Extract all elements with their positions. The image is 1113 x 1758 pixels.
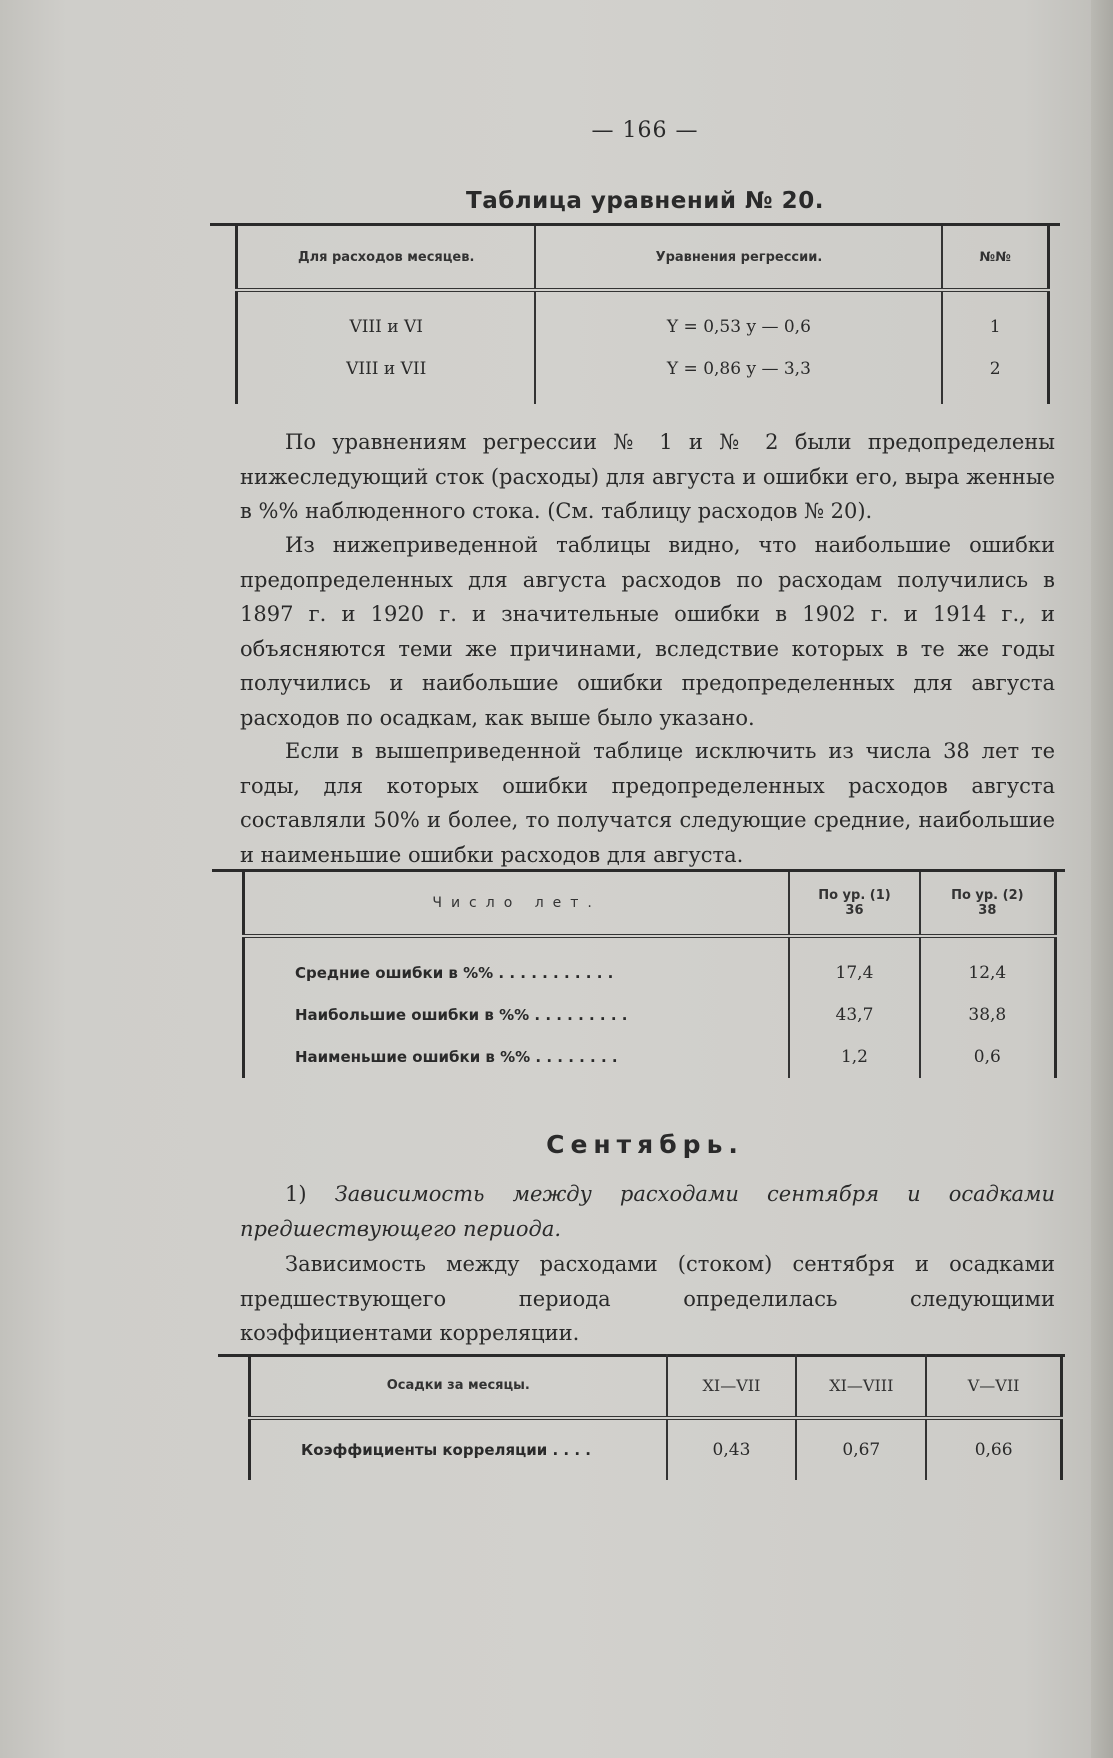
header-xi-vii: XI—VII	[667, 1354, 797, 1418]
value-eq1: 1,2	[789, 1036, 919, 1078]
number-cell: 2	[942, 348, 1048, 390]
value-eq2: 38,8	[920, 994, 1056, 1036]
equation-cell: Y = 0,53 y — 0,6	[535, 306, 942, 348]
header-precipitation: Осадки за месяцы.	[250, 1354, 667, 1418]
table-row	[237, 306, 1049, 348]
value-eq1: 43,7	[789, 994, 919, 1036]
section-heading: Сентябрь.	[546, 1130, 744, 1159]
subheading	[240, 1177, 1055, 1246]
corr-value: 0,67	[796, 1418, 926, 1480]
subheading-number: 1)	[285, 1182, 307, 1206]
paragraph-exclusion: Если в вышеприведенной таблице исключить из числа 38 лет те годы, для которых ошибки предопределенных расходов августа составляли 50% и более, то получатся следующие средние, наибольшие и наименьшие ошибки расходов для августа.	[240, 739, 1055, 867]
errors-table	[242, 872, 1057, 1078]
header-eq2	[920, 872, 1056, 936]
header-years: Число лет.	[244, 872, 790, 936]
book-spine	[1091, 0, 1113, 1758]
corr-value: 0,66	[926, 1418, 1061, 1480]
regression-equations-table	[235, 226, 1050, 404]
row-label: Коэффициенты корреляции . . . .	[250, 1418, 667, 1480]
header-eq1	[789, 872, 919, 936]
header-eq1-value: 36	[845, 903, 864, 918]
value-eq2: 12,4	[920, 952, 1056, 994]
page-number: — 166 —	[591, 118, 699, 143]
row-label: Наименьшие ошибки в %% . . . . . . . .	[244, 1036, 790, 1078]
header-v-vii: V—VII	[926, 1354, 1061, 1418]
value-eq1: 17,4	[789, 952, 919, 994]
number-cell: 1	[942, 306, 1048, 348]
row-label: Средние ошибки в %% . . . . . . . . . . .	[244, 952, 790, 994]
header-eq1-title: По ур. (1)	[818, 888, 891, 903]
value-eq2: 0,6	[920, 1036, 1056, 1078]
table-row	[244, 994, 1056, 1036]
row-label: Наибольшие ошибки в %% . . . . . . . . .	[244, 994, 790, 1036]
months-cell: VIII и VI	[237, 306, 536, 348]
correlation-table	[248, 1354, 1063, 1480]
table-row	[237, 348, 1049, 390]
header-eq2-title: По ур. (2)	[951, 888, 1024, 903]
header-number: №№	[942, 226, 1048, 290]
header-eq2-value: 38	[978, 903, 997, 918]
table-title: Таблица уравнений № 20.	[466, 188, 824, 214]
header-equations: Уравнения регрессии.	[535, 226, 942, 290]
header-xi-viii: XI—VIII	[796, 1354, 926, 1418]
paragraph-largest-errors: Из нижеприведенной таблицы видно, что наибольшие ошибки предопределенных для августа расходов по расходам получились в 1897 г. и 1920 г. и значительные ошибки в 1902 г. и 1914 г., и объясняются теми же причинами, вследствие которых в те же годы получились и наибольшие ошибки предопределенных для августа расходов по осадкам, как выше было указано.	[240, 533, 1055, 730]
table-row	[244, 952, 1056, 994]
header-months: Для расходов месяцев.	[237, 226, 536, 290]
paragraph-regression: По уравнениям регрессии № 1 и № 2 были предопределены нижеследующий сток (расходы) для августа и ошибки его, выра женные в %% наблюденного стока. (См. таблицу расходов № 20).	[240, 430, 1055, 523]
subheading-text: Зависимость между расходами сентября и осадками предшествующего периода.	[240, 1182, 1055, 1241]
months-cell: VIII и VII	[237, 348, 536, 390]
corr-value: 0,43	[667, 1418, 797, 1480]
table-row	[250, 1418, 1062, 1480]
paragraph-september: Зависимость между расходами (стоком) сентября и осадками предшествующего периода определилась следующими коэффициентами корреляции.	[240, 1252, 1055, 1345]
equation-cell: Y = 0,86 y — 3,3	[535, 348, 942, 390]
table-row	[244, 1036, 1056, 1078]
